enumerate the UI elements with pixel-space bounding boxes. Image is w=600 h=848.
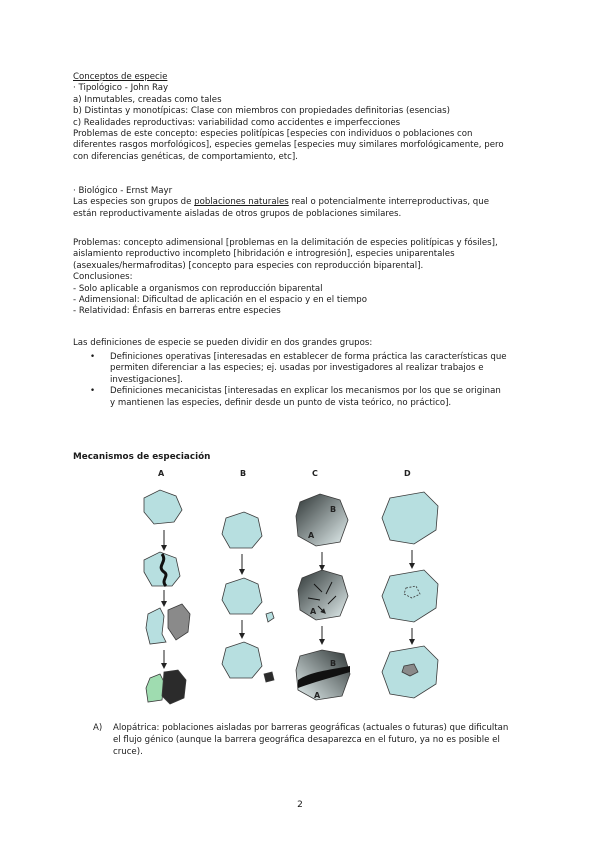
text-line: con diferencias genéticas, de comportamiento, etc]. (73, 151, 298, 162)
text-line: Problemas de este concepto: especies politípicas [especies con individuos o poblaciones con (73, 129, 473, 140)
population-shape (146, 608, 166, 644)
text-line: investigaciones]. (110, 374, 183, 385)
population-shape (168, 604, 190, 640)
region-label: A (310, 607, 317, 616)
column-label: D (404, 469, 411, 478)
population-shape (264, 672, 274, 682)
text-line: - Solo aplicable a organismos con reproducción biparental (73, 283, 323, 294)
text-line (73, 197, 543, 208)
text-line: diferentes rasgos morfológicos], especies gemelas [especies muy similares morfológicamente, pero (73, 140, 504, 151)
text-line: b) Distintas y monotípicas: Clase con miembros con propiedades definitorias (esencias) (73, 106, 451, 117)
bullet-icon: • (90, 352, 96, 362)
species-concepts-section (73, 72, 543, 163)
text-line: - Adimensional: Dificultad de aplicación en el espacio y en el tiempo (73, 295, 367, 306)
mechanisms-heading: Mecanismos de especiación (73, 452, 211, 462)
population-shape (266, 612, 274, 622)
column-label: C (312, 469, 318, 478)
region-label: B (330, 659, 337, 668)
population-shape (222, 642, 262, 678)
population-shape (298, 570, 348, 620)
text-fragment: Las especies son grupos de (73, 197, 195, 208)
list-item (90, 352, 540, 386)
population-shape (382, 570, 438, 622)
text-line: Alopátrica: poblaciones aisladas por barreras geográficas (actuales o futuras) que dificultan (113, 723, 509, 733)
speciation-figure (138, 466, 448, 710)
column-d (382, 492, 438, 698)
population-shape (146, 674, 164, 702)
text-line: Problemas: concepto adimensional [problemas en la delimitación de especies politípicas y fósiles], (73, 238, 498, 248)
text-line: - Relatividad: Énfasis en barreras entre especies (73, 306, 281, 317)
population-shape (222, 578, 262, 614)
text-line: · Biológico - Ernst Mayr (73, 186, 173, 196)
population-shape (296, 494, 348, 546)
text-line: Las definiciones de especie se pueden dividir en dos grandes grupos: (73, 338, 373, 348)
page-number: 2 (297, 800, 303, 810)
section-title: Conceptos de especie (73, 72, 168, 82)
problems-section (73, 238, 543, 318)
text-fragment: real o potencialmente interreproductivas, que (288, 197, 489, 208)
text-line: Definiciones operativas [interesadas en establecer de forma práctica las características que (110, 352, 507, 362)
population-shape (382, 492, 438, 544)
text-line: cruce). (113, 747, 143, 757)
text-line: · Tipológico - John Ray (73, 83, 169, 94)
text-line: c) Realidades reproductivas: variabilidad como accidentes e imperfecciones (73, 117, 401, 128)
column-a (144, 490, 190, 704)
text-line: Conclusiones: (73, 272, 133, 283)
text-line: están reproductivamente aisladas de otros grupos de poblaciones similares. (73, 208, 402, 219)
text-line: permiten diferenciar a las especies; ej. usadas por investigadores al realizar trabajos e (110, 363, 484, 374)
underlined-term: poblaciones naturales (194, 197, 289, 208)
text-line: Definiciones mecanicistas [interesadas en explicar los mecanismos por los que se originan (110, 386, 501, 397)
text-line: y mantienen las especies, definir desde un punto de vista teórico, no práctico]. (110, 397, 452, 408)
text-line: (asexuales/hermafroditas) [concepto para especies con reproducción biparental]. (73, 260, 424, 271)
population-shape (222, 512, 262, 548)
population-shape (144, 490, 182, 524)
column-b (222, 512, 274, 682)
biological-concept-section (73, 186, 543, 220)
list-item (90, 386, 540, 409)
region-label: B (330, 505, 337, 514)
bullet-icon: • (90, 386, 96, 397)
figure-caption (93, 722, 543, 758)
column-label: A (158, 469, 165, 478)
caption-label: A) (93, 723, 103, 733)
text-line: a) Inmutables, creadas como tales (73, 94, 222, 105)
definitions-list (90, 352, 540, 409)
population-shape (162, 670, 186, 704)
column-label: B (240, 469, 247, 478)
region-label: A (314, 691, 321, 700)
text-line: el flujo génico (aunque la barrera geográfica desaparezca en el futuro, ya no es posible el (113, 735, 500, 745)
column-c (296, 494, 350, 700)
definitions-intro (73, 338, 543, 349)
text-line: aislamiento reproductivo incompleto [hibridación e introgresión], especies uniparentales (73, 249, 455, 260)
region-label: A (308, 531, 315, 540)
